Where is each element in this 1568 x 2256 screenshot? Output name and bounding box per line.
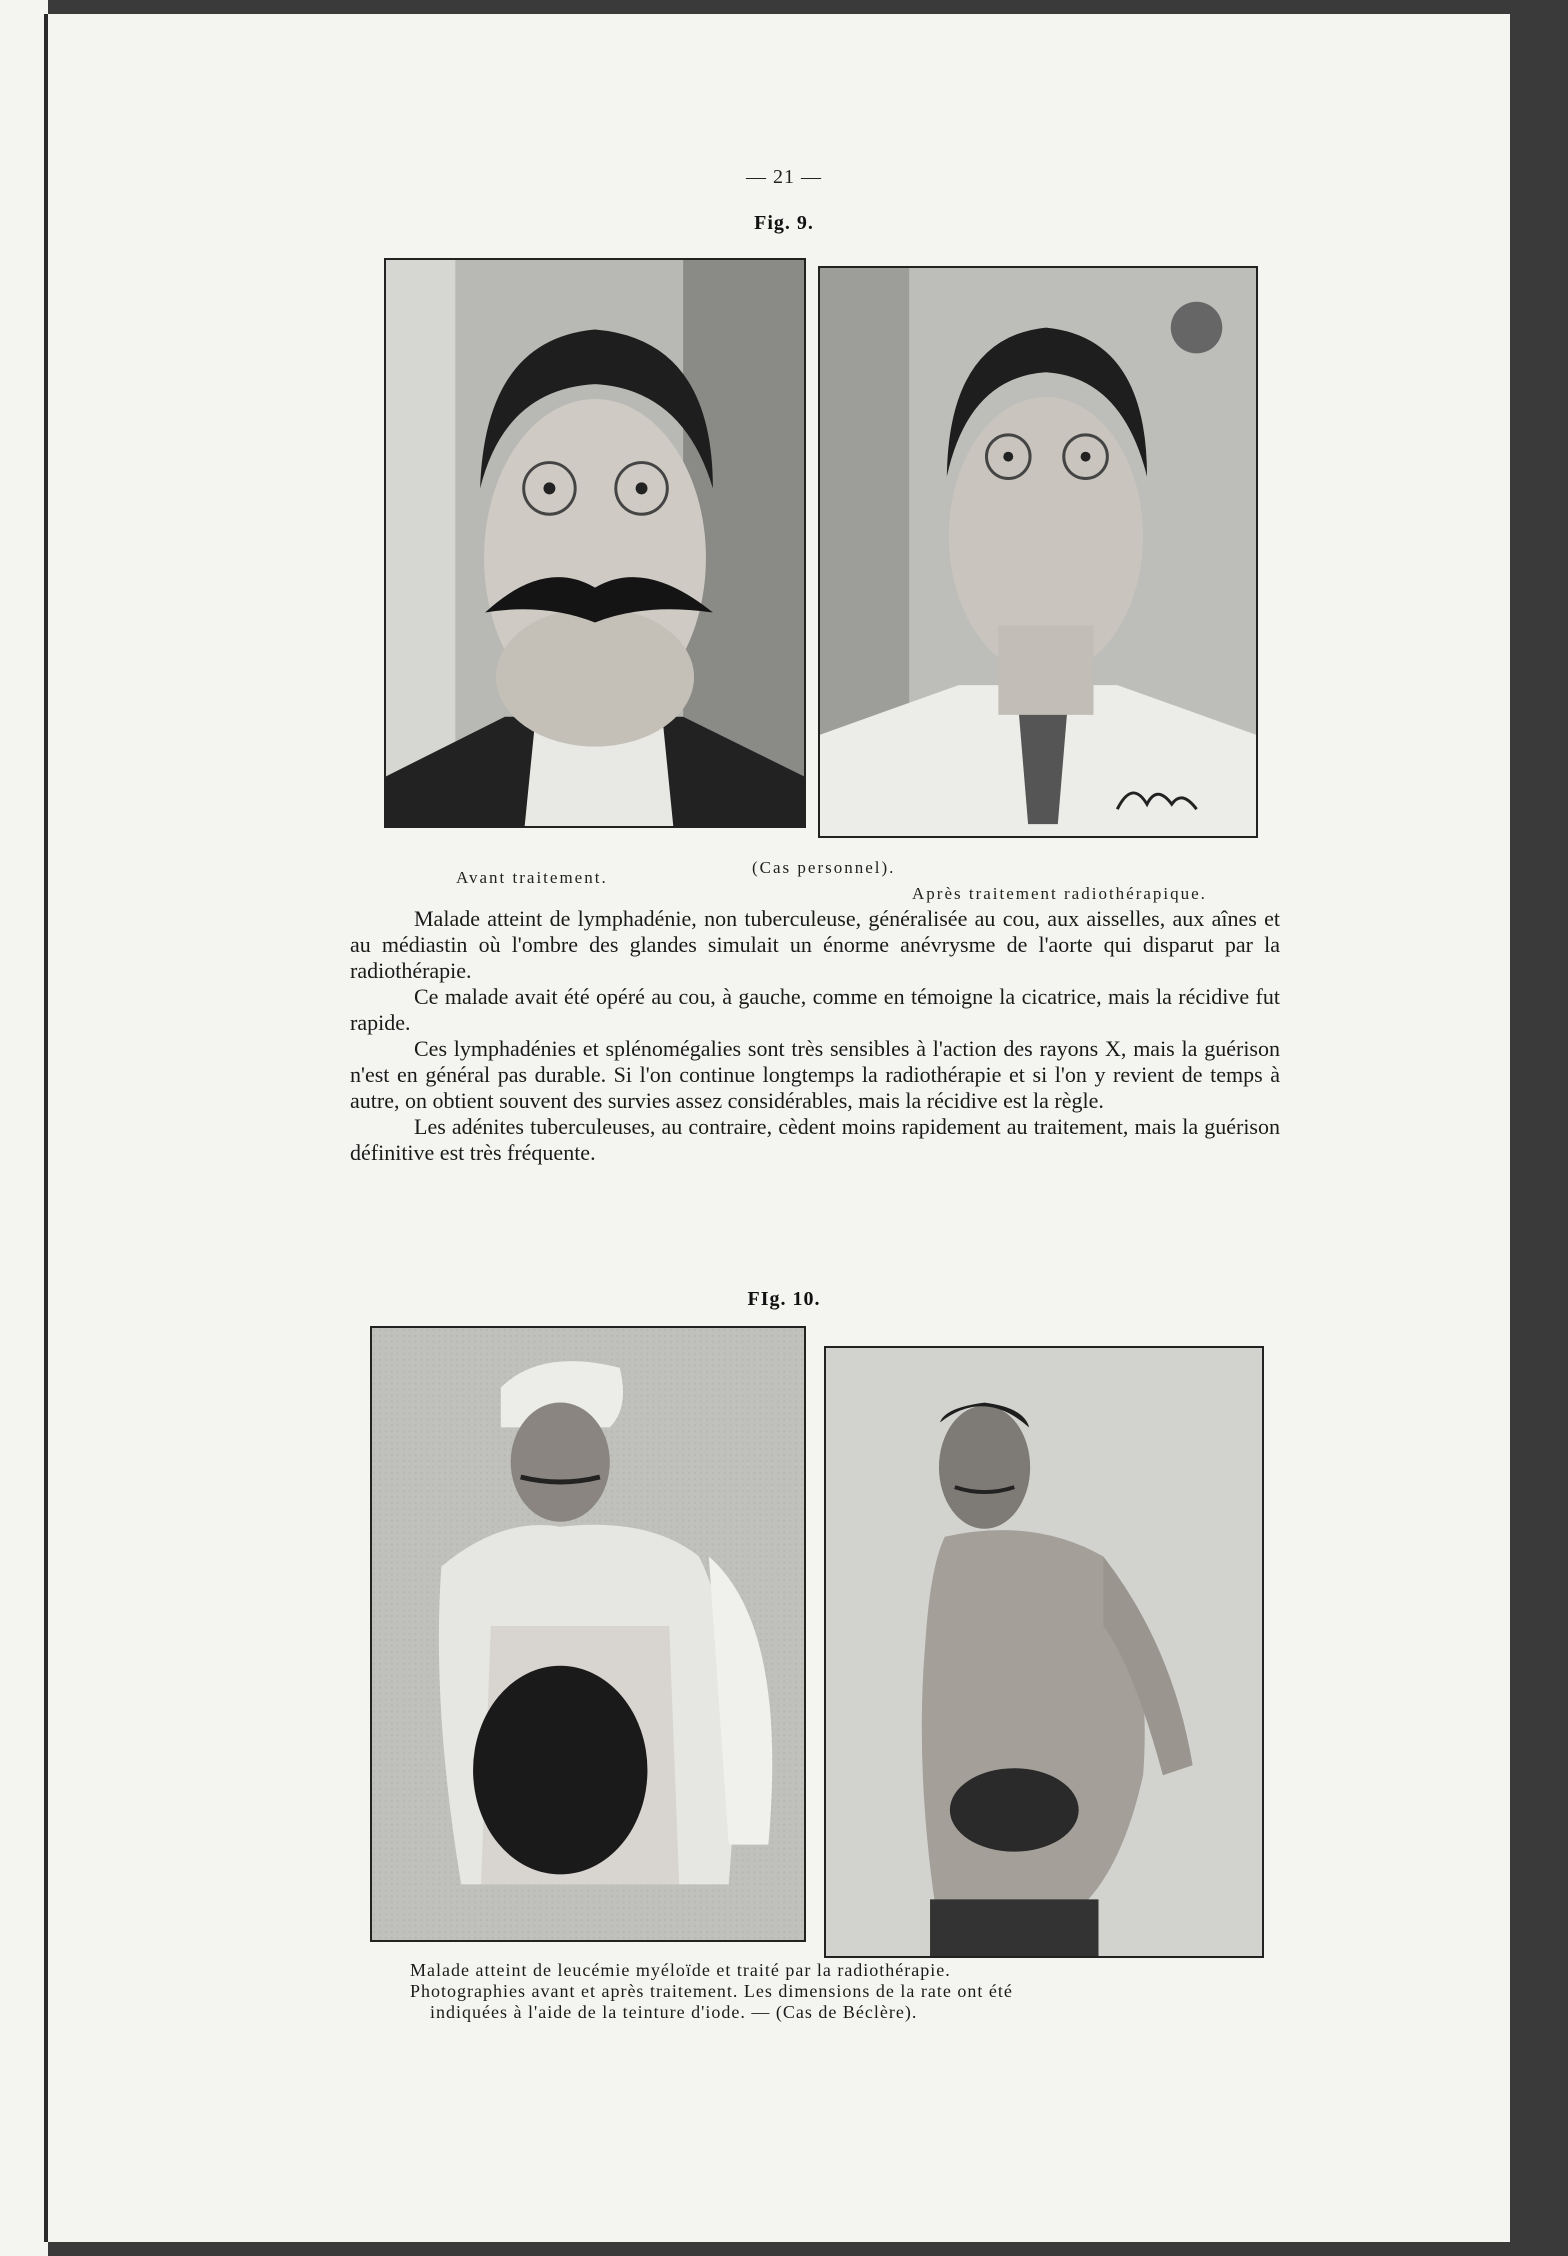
page-number: — 21 — xyxy=(746,166,822,188)
figure-9-label: Fig. 9. xyxy=(754,212,814,234)
figure-10-label: FIg. 10. xyxy=(747,1288,821,1310)
left-gutter xyxy=(0,0,48,2256)
caption-line: Photographies avant et après traitement. Les dimensions de la rate ont été xyxy=(410,1981,1013,2001)
caption-line: Malade atteint de leucémie myéloïde et traité par la radiothérapie. xyxy=(410,1960,951,1980)
paragraph: Les adénites tuberculeuses, au contraire, cèdent moins rapidement au traitement, mais la guérison définitive est très fréquente. xyxy=(350,1114,1280,1165)
photo-leukemia-before xyxy=(370,1326,806,1942)
figure-10-caption xyxy=(410,1960,1270,2023)
paragraph: Ce malade avait été opéré au cou, à gauche, comme en témoigne la cicatrice, mais la récidive fut rapide. xyxy=(350,984,1280,1035)
photo-leukemia-after xyxy=(824,1346,1264,1958)
caption-before: Avant traitement. xyxy=(456,868,608,887)
body-text xyxy=(350,906,1280,1166)
caption-case-personal: (Cas personnel). xyxy=(752,858,896,877)
paragraph: Malade atteint de lymphadénie, non tuberculeuse, généralisée au cou, aux aisselles, aux aînes et au médiastin où l'ombre des glandes simulait un énorme anévrysme de l'aorte qui disparut par la radiothérapie. xyxy=(350,906,1280,983)
caption-after: Après traitement radiothérapique. xyxy=(912,884,1207,903)
photo-before-treatment xyxy=(384,258,806,828)
caption-line: indiquées à l'aide de la teinture d'iode. — (Cas de Béclère). xyxy=(430,2002,918,2022)
paragraph: Ces lymphadénies et splénomégalies sont très sensibles à l'action des rayons X, mais la guérison n'est en général pas durable. Si l'on continue longtemps la radiothérapie et si l'on y revient de temps à autre, on obtient souvent des survies assez considérables, mais la récidive est la règle. xyxy=(350,1036,1280,1113)
photo-after-treatment xyxy=(818,266,1258,838)
